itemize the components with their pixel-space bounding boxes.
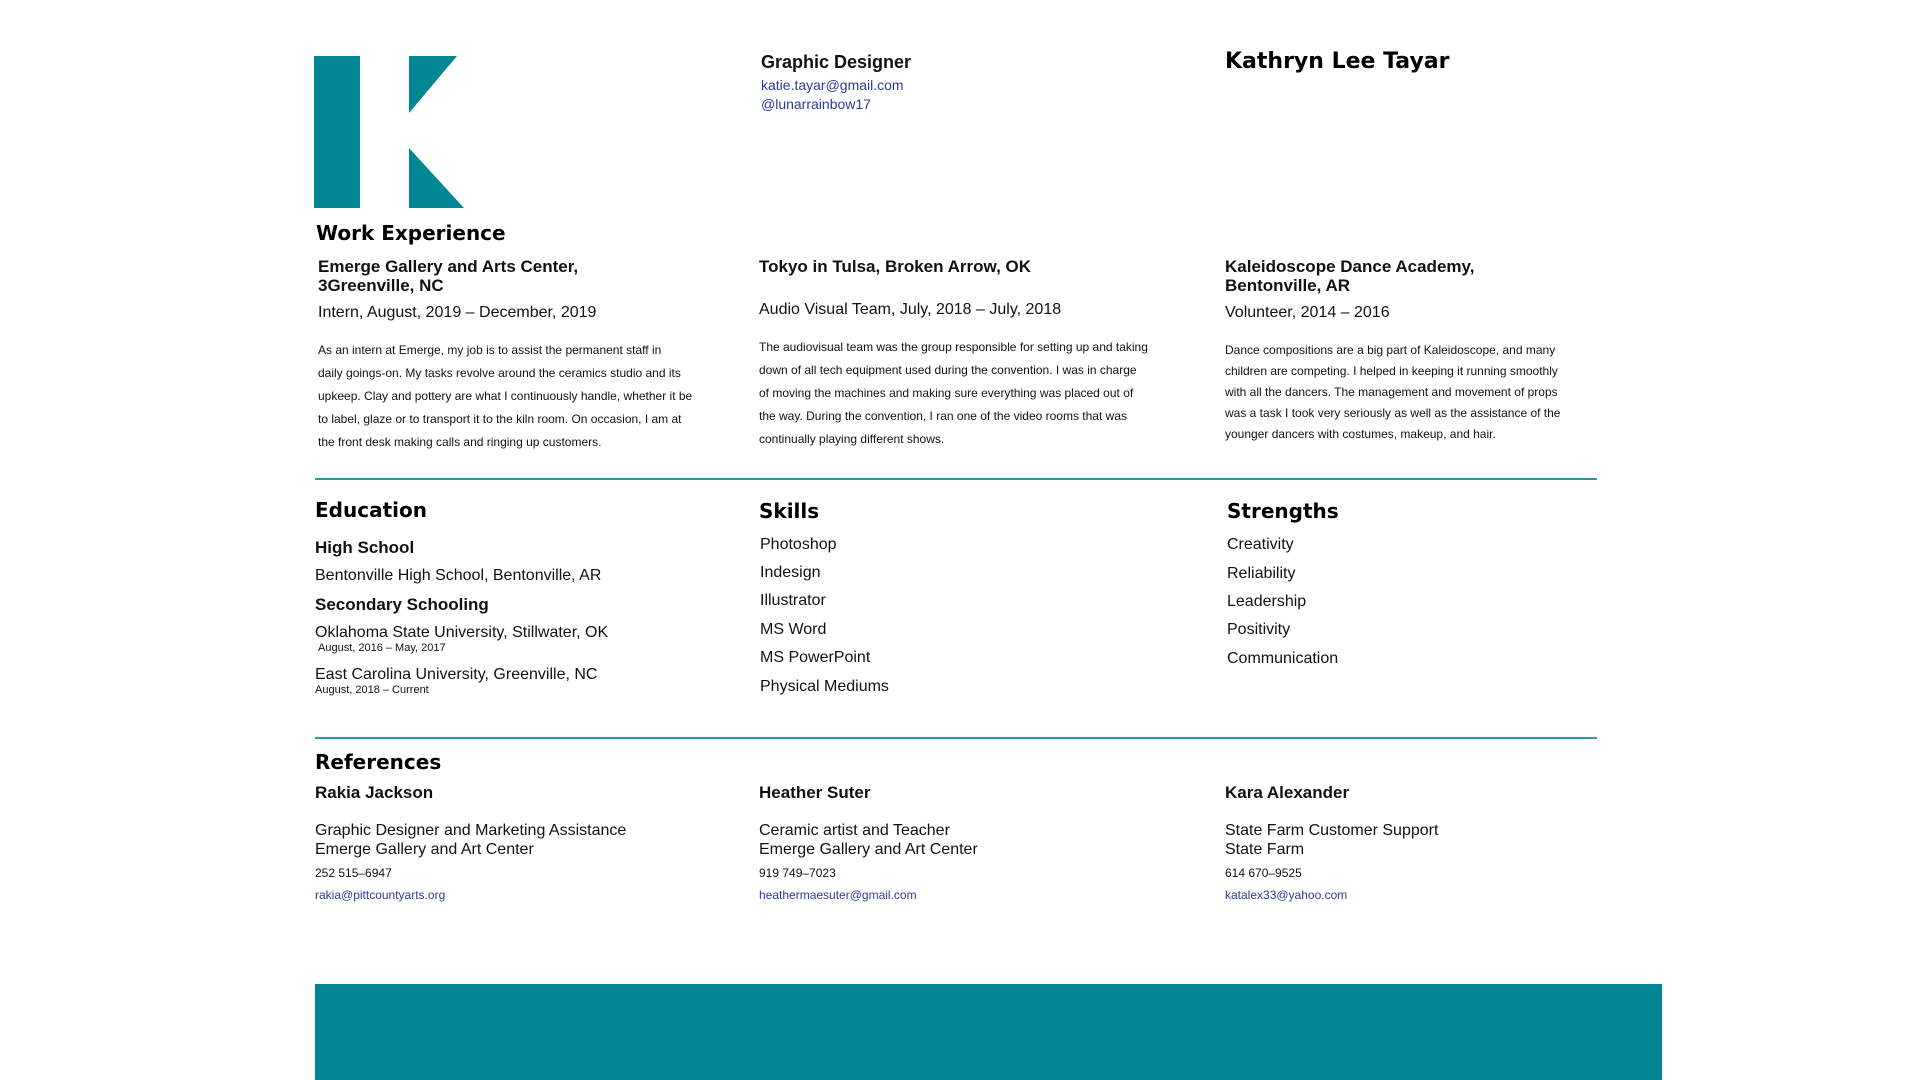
- reference-email-link[interactable]: katalex33@yahoo.com: [1225, 888, 1348, 902]
- strength-item: Creativity: [1227, 536, 1294, 553]
- job-role-kaleidoscope: Volunteer, 2014 – 2016: [1225, 304, 1390, 321]
- skill-item: Illustrator: [760, 592, 826, 609]
- desc-line: daily goings-on. My tasks revolve around the ceramics studio and its: [318, 366, 681, 380]
- reference-name: Rakia Jackson: [315, 783, 434, 802]
- job-description-emerge: [318, 339, 738, 454]
- job-place-line1: Emerge Gallery and Arts Center,: [318, 257, 579, 276]
- reference-email-link[interactable]: rakia@pittcountyarts.org: [315, 888, 446, 902]
- reference-title: Ceramic artist and Teacher: [759, 822, 950, 839]
- university-dates: August, 2018 – Current: [315, 684, 429, 696]
- job-place-line1: Kaleidoscope Dance Academy,: [1225, 257, 1475, 276]
- desc-line: with all the dancers. The management and movement of props: [1225, 385, 1558, 399]
- applicant-name: Kathryn Lee Tayar: [1225, 49, 1450, 74]
- secondary-schooling-label: Secondary Schooling: [315, 595, 489, 614]
- desc-line: was a task I took very seriously as well as the assistance of the: [1225, 406, 1561, 420]
- strength-item: Leadership: [1227, 593, 1307, 610]
- desc-line: As an intern at Emerge, my job is to assist the permanent staff in: [318, 343, 662, 357]
- email-link[interactable]: katie.tayar@gmail.com: [761, 77, 904, 93]
- university-dates: August, 2016 – May, 2017: [318, 642, 446, 654]
- high-school-label: High School: [315, 538, 415, 557]
- job-title-tokyo: [759, 257, 1159, 276]
- reference-phone: 919 749–7023: [759, 866, 836, 880]
- skill-item: MS PowerPoint: [760, 649, 871, 666]
- desc-line: of moving the machines and making sure everything was placed out of: [759, 386, 1134, 400]
- reference-phone: 252 515–6947: [315, 866, 392, 880]
- job-title-emerge: [318, 257, 718, 295]
- skill-item: MS Word: [760, 621, 827, 638]
- skill-item: Physical Mediums: [760, 678, 889, 695]
- desc-line: younger dancers with costumes, makeup, and hair.: [1225, 427, 1496, 441]
- desc-line: Dance compositions are a big part of Kaleidoscope, and many: [1225, 343, 1556, 357]
- skill-item: Indesign: [760, 564, 821, 581]
- high-school-name: Bentonville High School, Bentonville, AR: [315, 567, 602, 584]
- job-role-tokyo: Audio Visual Team, July, 2018 – July, 2018: [759, 301, 1062, 318]
- reference-name: Kara Alexander: [1225, 783, 1350, 802]
- university-name: Oklahoma State University, Stillwater, OK: [315, 624, 609, 641]
- skills-heading: Skills: [759, 499, 820, 523]
- desc-line: the way. During the convention, I ran one of the video rooms that was: [759, 409, 1127, 423]
- strength-item: Reliability: [1227, 565, 1296, 582]
- job-description-kaleidoscope: [1225, 340, 1615, 445]
- job-title-kaleidoscope: [1225, 257, 1625, 295]
- skill-item: Photoshop: [760, 536, 837, 553]
- university-name: East Carolina University, Greenville, NC: [315, 666, 598, 683]
- reference-org: Emerge Gallery and Art Center: [315, 841, 534, 858]
- reference-org: State Farm: [1225, 841, 1305, 858]
- footer-accent-bar: [315, 984, 1662, 1080]
- desc-line: the front desk making calls and ringing up customers.: [318, 435, 602, 449]
- references-heading: References: [315, 750, 442, 774]
- work-experience-heading: Work Experience: [316, 221, 506, 245]
- desc-line: down of all tech equipment used during the convention. I was in charge: [759, 363, 1137, 377]
- job-place-line1: Tokyo in Tulsa, Broken Arrow, OK: [759, 257, 1032, 276]
- k-monogram-logo-icon: [314, 56, 464, 208]
- section-divider: [315, 737, 1597, 739]
- reference-title: Graphic Designer and Marketing Assistance: [315, 822, 627, 839]
- reference-phone: 614 670–9525: [1225, 866, 1302, 880]
- reference-email-link[interactable]: heathermaesuter@gmail.com: [759, 888, 917, 902]
- desc-line: continually playing different shows.: [759, 432, 945, 446]
- job-role-emerge: Intern, August, 2019 – December, 2019: [318, 304, 597, 321]
- strength-item: Positivity: [1227, 621, 1291, 638]
- social-handle-link[interactable]: @lunarrainbow17: [761, 96, 871, 112]
- section-divider: [315, 478, 1597, 480]
- job-place-line2: 3Greenville, NC: [318, 276, 444, 295]
- reference-name: Heather Suter: [759, 783, 871, 802]
- desc-line: to label, glaze or to transport it to the kiln room. On occasion, I am at: [318, 412, 682, 426]
- job-place-line2: Bentonville, AR: [1225, 276, 1350, 295]
- education-heading: Education: [315, 498, 427, 522]
- reference-title: State Farm Customer Support: [1225, 822, 1439, 839]
- desc-line: upkeep. Clay and pottery are what I continuously handle, whether it be: [318, 389, 693, 403]
- desc-line: The audiovisual team was the group responsible for setting up and taking: [759, 340, 1148, 354]
- reference-org: Emerge Gallery and Art Center: [759, 841, 978, 858]
- job-description-tokyo: [759, 336, 1189, 451]
- strengths-heading: Strengths: [1227, 499, 1339, 523]
- job-role-title: Graphic Designer: [761, 52, 912, 72]
- desc-line: children are competing. I helped in keeping it running smoothly: [1225, 364, 1558, 378]
- strength-item: Communication: [1227, 650, 1339, 667]
